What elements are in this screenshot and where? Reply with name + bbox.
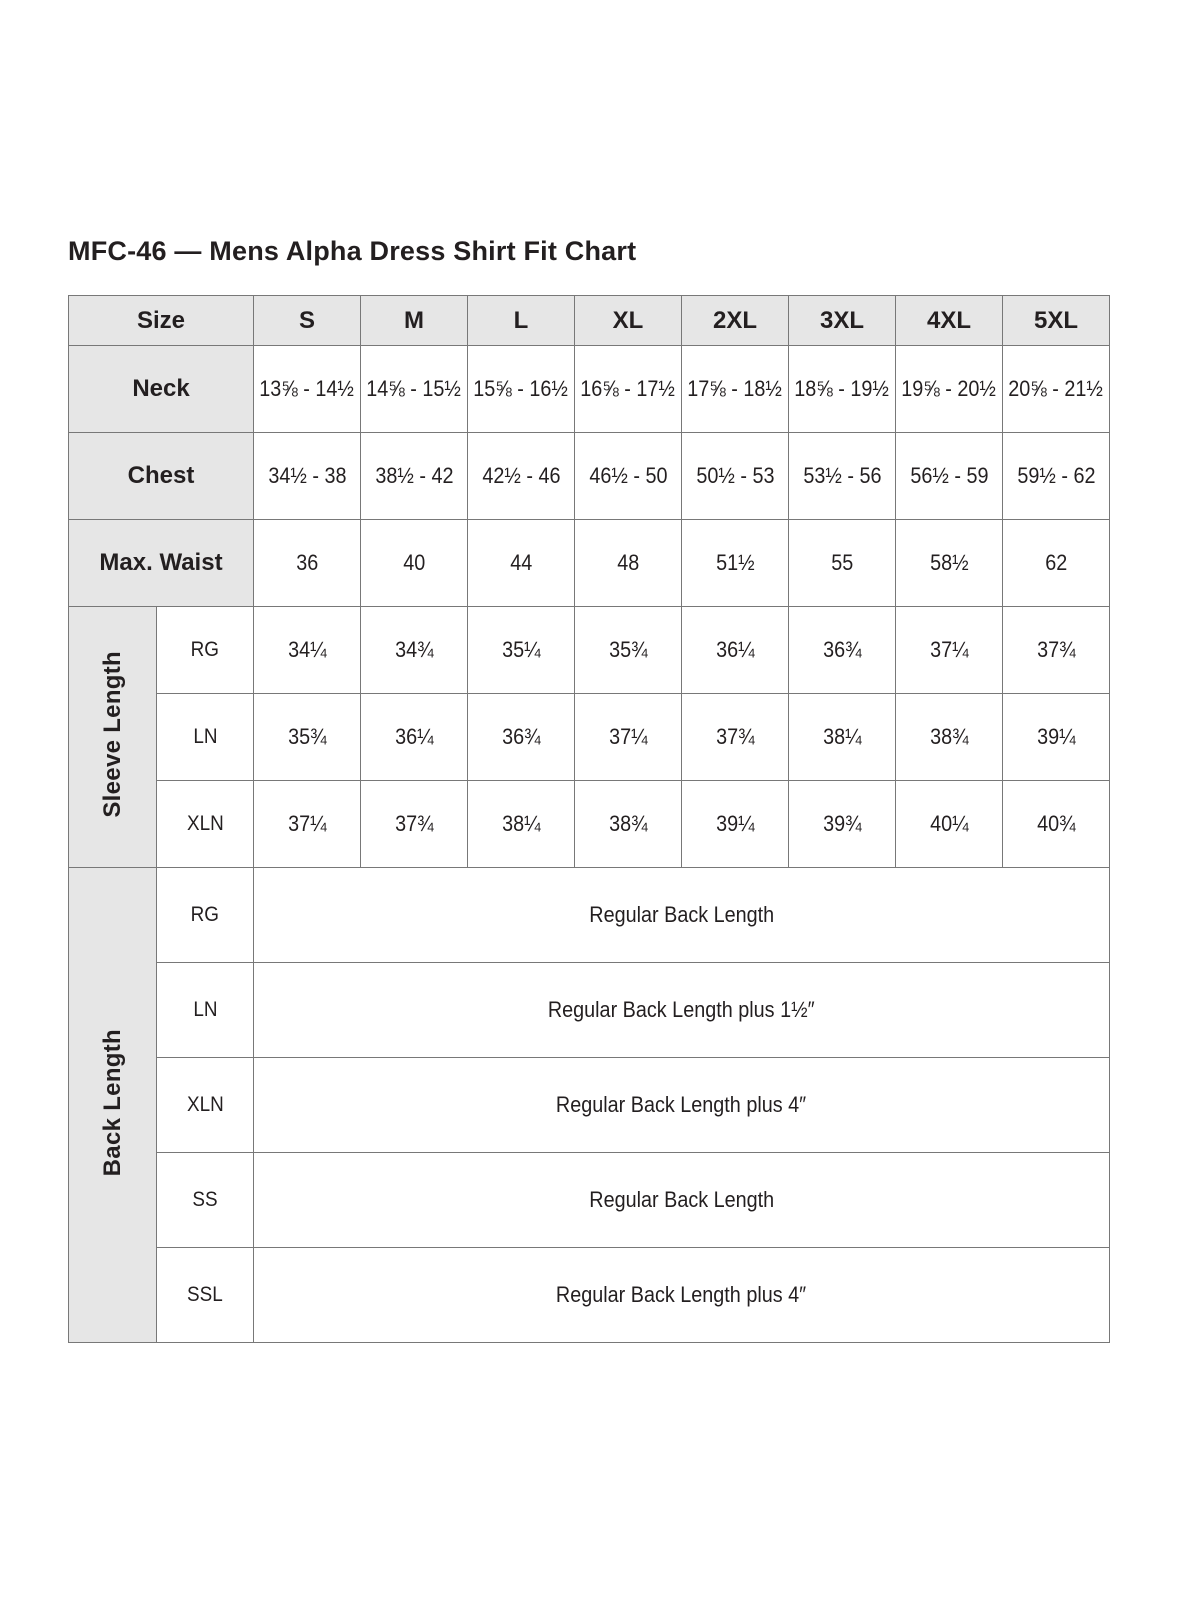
sleeve-length-section-label: Sleeve Length — [69, 607, 157, 868]
sleeve-rg-value-cell: 36¾ — [789, 607, 896, 694]
back-variant-ss: SS — [157, 1153, 254, 1248]
chest-value-cell: 46½ - 50 — [575, 433, 682, 520]
sleeve-xln-value-cell: 37¾ — [361, 781, 468, 868]
neck-value-cell: 14⅝ - 15½ — [361, 346, 468, 433]
back-variant-rg: RG — [157, 868, 254, 963]
back-ssl-description-cell: Regular Back Length plus 4″ — [254, 1248, 1110, 1343]
back-xln-description-cell: Regular Back Length plus 4″ — [254, 1058, 1110, 1153]
neck-value-cell: 20⅝ - 21½ — [1003, 346, 1110, 433]
chest-row — [69, 433, 1110, 520]
sleeve-rg-value-cell: 37¼ — [896, 607, 1003, 694]
chest-value-cell: 50½ - 53 — [682, 433, 789, 520]
sleeve-rg-value-cell: 34¾ — [361, 607, 468, 694]
waist-value-cell: 36 — [254, 520, 361, 607]
col-header-2xl: 2XL — [682, 296, 789, 346]
sleeve-xln-value-cell: 37¼ — [254, 781, 361, 868]
back-ss-row — [69, 1153, 1110, 1248]
sleeve-rg-value-cell: 35¾ — [575, 607, 682, 694]
col-header-s: S — [254, 296, 361, 346]
col-header-m: M — [361, 296, 468, 346]
sleeve-ln-value-cell: 39¼ — [1003, 694, 1110, 781]
sleeve-ln-value-cell: 37¾ — [682, 694, 789, 781]
fit-chart-table — [68, 295, 1110, 1343]
sleeve-xln-value-cell: 39¼ — [682, 781, 789, 868]
col-header-l: L — [468, 296, 575, 346]
chest-value-cell: 38½ - 42 — [361, 433, 468, 520]
neck-value-cell: 16⅝ - 17½ — [575, 346, 682, 433]
max-waist-row — [69, 520, 1110, 607]
sleeve-ln-value-cell: 37¼ — [575, 694, 682, 781]
sleeve-xln-value-cell: 38¾ — [575, 781, 682, 868]
neck-value-cell: 15⅝ - 16½ — [468, 346, 575, 433]
neck-value-cell: 19⅝ - 20½ — [896, 346, 1003, 433]
sleeve-xln-value-cell: 40¼ — [896, 781, 1003, 868]
waist-value-cell: 55 — [789, 520, 896, 607]
sleeve-variant-xln: XLN — [157, 781, 254, 868]
sleeve-variant-ln: LN — [157, 694, 254, 781]
sleeve-variant-rg: RG — [157, 607, 254, 694]
neck-value-cell: 13⅝ - 14½ — [254, 346, 361, 433]
sleeve-ln-row — [69, 694, 1110, 781]
sleeve-rg-value-cell: 34¼ — [254, 607, 361, 694]
sleeve-ln-value-cell: 35¾ — [254, 694, 361, 781]
chest-value-cell: 34½ - 38 — [254, 433, 361, 520]
waist-value-cell: 58½ — [896, 520, 1003, 607]
col-header-5xl: 5XL — [1003, 296, 1110, 346]
chest-value-cell: 53½ - 56 — [789, 433, 896, 520]
back-ln-row — [69, 963, 1110, 1058]
header-row — [69, 296, 1110, 346]
sleeve-xln-value-cell: 38¼ — [468, 781, 575, 868]
back-variant-ssl: SSL — [157, 1248, 254, 1343]
page-title: MFC-46 — Mens Alpha Dress Shirt Fit Chart — [68, 236, 637, 266]
back-ss-description-cell: Regular Back Length — [254, 1153, 1110, 1248]
waist-value-cell: 48 — [575, 520, 682, 607]
back-variant-xln: XLN — [157, 1058, 254, 1153]
chest-value-cell: 59½ - 62 — [1003, 433, 1110, 520]
chest-value-cell: 42½ - 46 — [468, 433, 575, 520]
back-xln-row — [69, 1058, 1110, 1153]
waist-value-cell: 62 — [1003, 520, 1110, 607]
row-label-max-waist: Max. Waist — [69, 520, 254, 607]
waist-value-cell: 51½ — [682, 520, 789, 607]
back-ln-description-cell: Regular Back Length plus 1½″ — [254, 963, 1110, 1058]
row-label-chest: Chest — [69, 433, 254, 520]
back-length-section-label: Back Length — [69, 868, 157, 1343]
sleeve-xln-value-cell: 40¾ — [1003, 781, 1110, 868]
back-ssl-row — [69, 1248, 1110, 1343]
sleeve-rg-value-cell: 35¼ — [468, 607, 575, 694]
sleeve-rg-value-cell: 36¼ — [682, 607, 789, 694]
chest-value-cell: 56½ - 59 — [896, 433, 1003, 520]
sleeve-ln-value-cell: 36¼ — [361, 694, 468, 781]
waist-value-cell: 44 — [468, 520, 575, 607]
col-header-4xl: 4XL — [896, 296, 1003, 346]
neck-value-cell: 18⅝ - 19½ — [789, 346, 896, 433]
sleeve-ln-value-cell: 38¼ — [789, 694, 896, 781]
back-rg-row — [69, 868, 1110, 963]
sleeve-xln-value-cell: 39¾ — [789, 781, 896, 868]
col-header-3xl: 3XL — [789, 296, 896, 346]
col-header-xl: XL — [575, 296, 682, 346]
sleeve-rg-row — [69, 607, 1110, 694]
row-label-neck: Neck — [69, 346, 254, 433]
neck-value-cell: 17⅝ - 18½ — [682, 346, 789, 433]
back-variant-ln: LN — [157, 963, 254, 1058]
size-corner-header: Size — [69, 296, 254, 346]
sleeve-rg-value-cell: 37¾ — [1003, 607, 1110, 694]
back-rg-description-cell: Regular Back Length — [254, 868, 1110, 963]
sleeve-ln-value-cell: 38¾ — [896, 694, 1003, 781]
neck-row — [69, 346, 1110, 433]
waist-value-cell: 40 — [361, 520, 468, 607]
sleeve-ln-value-cell: 36¾ — [468, 694, 575, 781]
sleeve-xln-row — [69, 781, 1110, 868]
